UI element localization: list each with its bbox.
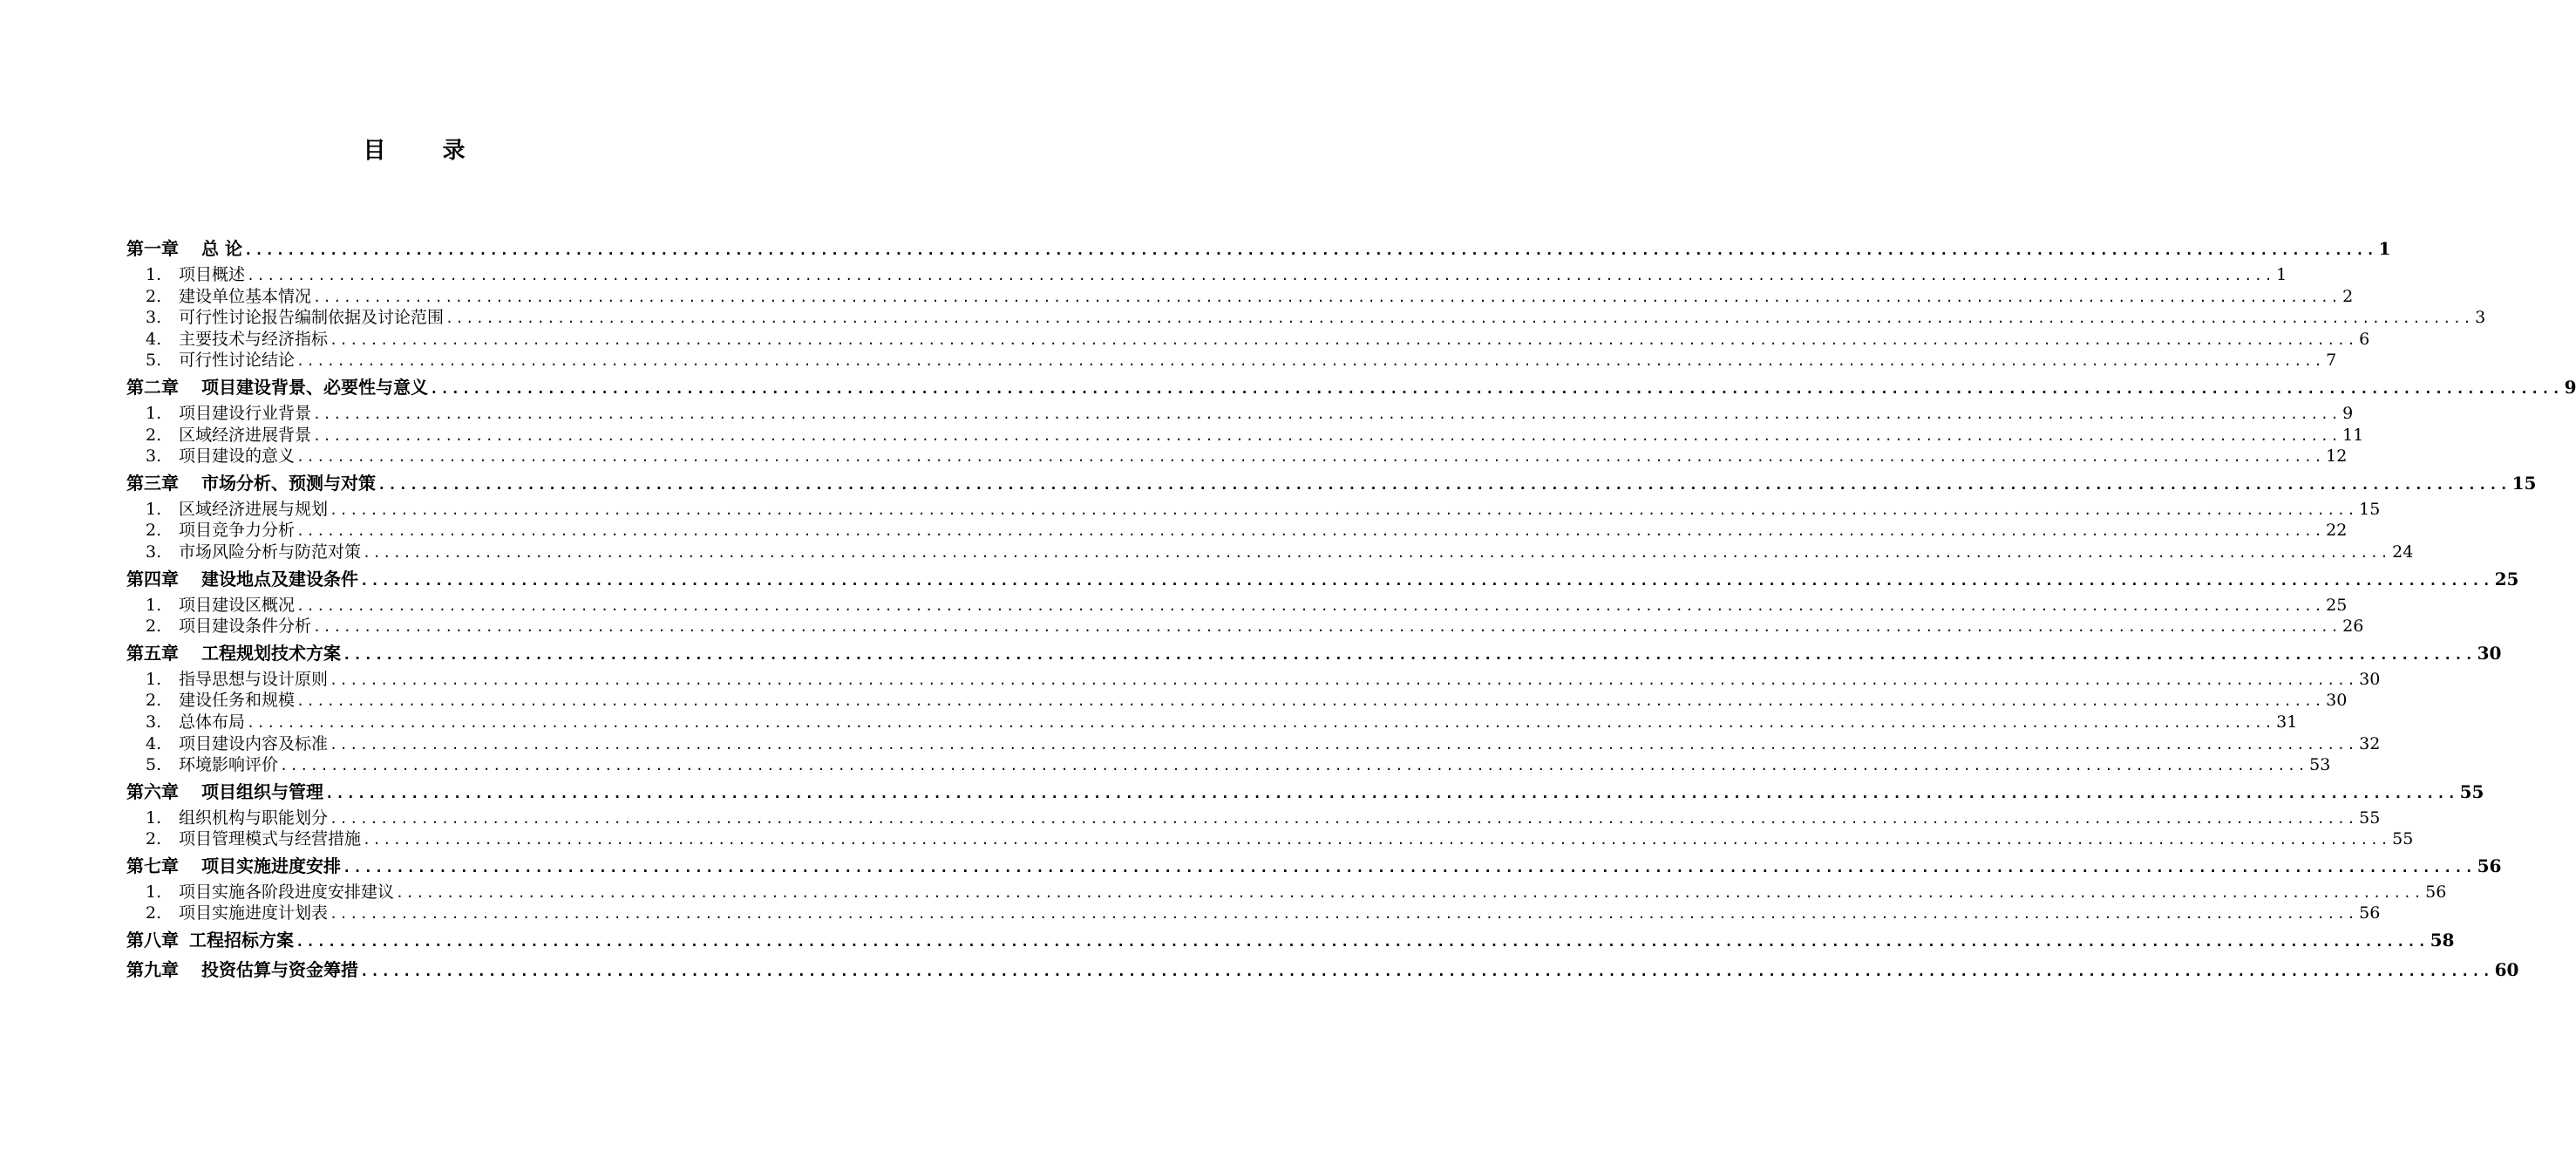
toc-section-row[interactable] [126,712,2298,733]
chapter-title: 工程规划技术方案 [201,642,341,664]
section-number: 2. [146,286,162,306]
toc-section-row[interactable] [126,690,2348,712]
section-number: 1. [146,669,162,689]
chapter-number: 第七章 [126,855,179,876]
section-page-number: 26 [2342,617,2364,637]
section-title: 项目实施各阶段进度安排建议 [179,882,395,902]
section-number: 1. [146,499,162,519]
toc-chapter-row[interactable] [126,468,2537,498]
section-number: 3. [146,446,162,467]
leader-dots: ........................................................................................................................................................................................................ [313,289,2342,305]
chapter-title: 项目建设背景、必要性与意义 [201,376,428,398]
toc-section-row[interactable] [126,499,2381,521]
section-page-number: 55 [2392,829,2414,849]
section-page-number: 55 [2359,807,2381,828]
section-title: 项目建设的意义 [179,446,296,467]
section-page-number: 30 [2359,669,2381,689]
chapter-page-number: 56 [2477,855,2502,876]
section-number: 3. [146,542,162,562]
section-page-number: 15 [2359,499,2381,519]
leader-dots: ........................................................................................................................................................................................................ [280,758,2308,774]
section-page-number: 32 [2359,733,2381,753]
leader-dots: ........................................................................................................................................................................................................ [313,427,2342,444]
section-number: 1. [146,265,162,284]
chapter-title: 投资估算与资金筹措 [201,959,358,981]
leader-dots: ........................................................................................................................................................................................................ [330,671,2358,688]
section-number: 2. [146,903,162,923]
section-title: 可行性讨论报告编制依据及讨论范围 [179,308,445,328]
toc-section-row[interactable] [126,350,2337,371]
section-title: 总体布局 [179,712,246,732]
leader-dots: ........................................................................................................................................................................................................ [296,597,2325,614]
toc-chapter-row[interactable] [126,638,2502,668]
section-page-number: 30 [2326,691,2348,711]
section-number: 3. [146,308,162,328]
chapter-title: 工程招标方案 [189,930,294,951]
toc-section-row[interactable] [126,754,2331,776]
section-title: 可行性讨论结论 [179,351,296,371]
leader-dots: ........................................................................................................................................................................................................ [243,242,2377,258]
toc-section-row[interactable] [126,595,2348,617]
chapter-title: 建设地点及建设条件 [201,568,358,589]
toc-section-row[interactable] [126,425,2364,446]
leader-dots: ........................................................................................................................................................................................................ [296,449,2325,466]
chapter-title: 项目实施进度安排 [201,855,341,876]
section-title: 区域经济进展背景 [179,425,312,445]
section-page-number: 53 [2309,755,2331,775]
chapter-number: 第九章 [126,959,179,981]
toc-section-row[interactable] [126,882,2447,903]
section-title: 项目实施进度计划表 [179,903,329,923]
section-title: 组织机构与职能划分 [179,807,329,828]
section-page-number: 25 [2326,595,2348,615]
leader-dots: ........................................................................................................................................................................................................ [360,571,2493,589]
chapter-page-number: 30 [2477,642,2502,664]
chapter-number: 第五章 [126,642,179,664]
toc-section-row[interactable] [126,307,2486,329]
section-page-number: 56 [2359,903,2381,923]
chapter-title: 市场分析、预测与对策 [201,472,376,494]
leader-dots: ........................................................................................................................................................................................................ [313,619,2342,636]
chapter-number: 第四章 [126,568,179,589]
section-title: 市场风险分析与防范对策 [179,542,362,562]
chapter-number: 第八章 [126,930,179,951]
leader-dots: ........................................................................................................................................................................................................ [363,544,2391,561]
chapter-page-number: 9 [2564,376,2576,398]
leader-dots: ........................................................................................................................................................................................................ [430,379,2563,397]
section-number: 1. [146,595,162,615]
toc-section-row[interactable] [126,903,2381,924]
section-title: 主要技术与经济指标 [179,329,329,349]
chapter-page-number: 25 [2494,568,2519,589]
leader-dots: ........................................................................................................................................................................................................ [296,933,2429,951]
chapter-page-number: 55 [2459,780,2484,802]
toc-section-row[interactable] [126,264,2287,286]
toc-section-row[interactable] [126,616,2364,637]
toc-chapter-row[interactable] [126,564,2519,594]
section-title: 环境影响评价 [179,755,279,775]
leader-dots: ........................................................................................................................................................................................................ [247,268,2275,283]
section-number: 1. [146,807,162,828]
section-title: 项目建设内容及标准 [179,733,329,753]
section-page-number: 24 [2392,542,2414,562]
section-page-number: 22 [2326,521,2348,541]
section-number: 2. [146,691,162,711]
toc-chapter-row[interactable] [126,851,2502,881]
leader-dots: ........................................................................................................................................................................................................ [377,475,2511,493]
page-title: 目 录 [363,138,490,164]
section-number: 2. [146,425,162,445]
toc-section-row[interactable] [126,807,2381,829]
leader-dots: ........................................................................................................................................................................................................ [330,810,2358,827]
chapter-number: 第二章 [126,376,179,398]
chapter-number: 第一章 [126,238,179,259]
leader-dots: ........................................................................................................................................................................................................ [330,501,2358,518]
chapter-page-number: 60 [2494,959,2519,981]
chapter-page-number: 1 [2378,238,2391,259]
leader-dots: ........................................................................................................................................................................................................ [343,858,2476,876]
toc-section-row[interactable] [126,733,2381,755]
leader-dots: ........................................................................................................................................................................................................ [313,405,2342,422]
toc-section-row[interactable] [126,669,2381,691]
chapter-number: 第三章 [126,472,179,494]
section-page-number: 11 [2342,425,2364,445]
section-page-number: 3 [2475,308,2486,328]
section-page-number: 7 [2326,351,2337,371]
leader-dots: ........................................................................................................................................................................................................ [296,693,2325,710]
leader-dots: ........................................................................................................................................................................................................ [330,331,2358,348]
leader-dots: ........................................................................................................................................................................................................ [296,523,2325,540]
section-number: 2. [146,829,162,849]
section-title: 指导思想与设计原则 [179,669,329,689]
chapter-number: 第六章 [126,780,179,802]
toc-chapter-row[interactable] [126,925,2455,955]
section-number: 3. [146,712,162,732]
toc-section-row[interactable] [126,286,2354,308]
toc-section-row[interactable] [126,403,2354,425]
toc-section-row[interactable] [126,520,2348,542]
section-title: 项目建设区概况 [179,595,296,615]
chapter-page-number: 58 [2430,930,2455,951]
toc-chapter-row[interactable] [126,777,2484,807]
leader-dots: ........................................................................................................................................................................................................ [296,353,2325,370]
toc-chapter-row[interactable] [126,955,2519,985]
leader-dots: ........................................................................................................................................................................................................ [330,736,2358,753]
toc-section-row[interactable] [126,446,2348,467]
leader-dots: ........................................................................................................................................................................................................ [396,884,2424,901]
toc-section-row[interactable] [126,329,2370,351]
section-number: 4. [146,733,162,753]
section-page-number: 2 [2342,286,2354,306]
toc-chapter-row[interactable] [126,234,2391,263]
section-page-number: 56 [2425,882,2447,902]
section-title: 项目建设条件分析 [179,617,312,637]
section-number: 1. [146,882,162,902]
toc-section-row[interactable] [126,828,2414,850]
section-title: 区域经济进展与规划 [179,499,329,519]
leader-dots: ........................................................................................................................................................................................................ [360,963,2493,980]
section-page-number: 6 [2359,329,2370,349]
section-number: 1. [146,403,162,423]
section-page-number: 31 [2276,712,2298,732]
section-number: 5. [146,755,162,775]
section-title: 项目建设行业背景 [179,403,312,423]
section-title: 建设单位基本情况 [179,286,312,306]
section-page-number: 9 [2342,403,2354,423]
leader-dots: ........................................................................................................................................................................................................ [325,784,2458,801]
leader-dots: ........................................................................................................................................................................................................ [445,310,2474,327]
toc-chapter-row[interactable] [126,372,2576,402]
section-title: 项目概述 [179,265,246,284]
chapter-page-number: 15 [2511,472,2537,494]
toc-section-row[interactable] [126,542,2414,563]
chapter-title: 项目组织与管理 [201,780,323,802]
leader-dots: ........................................................................................................................................................................................................ [330,906,2358,923]
section-page-number: 1 [2276,265,2287,284]
section-title: 建设任务和规模 [179,691,296,711]
chapter-title: 总 论 [201,238,242,259]
section-number: 2. [146,521,162,541]
section-title: 项目管理模式与经营措施 [179,829,362,849]
section-title: 项目竞争力分析 [179,521,296,541]
leader-dots: ........................................................................................................................................................................................................ [363,832,2391,848]
leader-dots: ........................................................................................................................................................................................................ [247,714,2275,731]
table-of-contents [126,234,2576,985]
section-number: 4. [146,329,162,349]
section-number: 5. [146,351,162,371]
section-page-number: 12 [2326,446,2348,467]
section-number: 2. [146,617,162,637]
leader-dots: ........................................................................................................................................................................................................ [343,645,2476,663]
